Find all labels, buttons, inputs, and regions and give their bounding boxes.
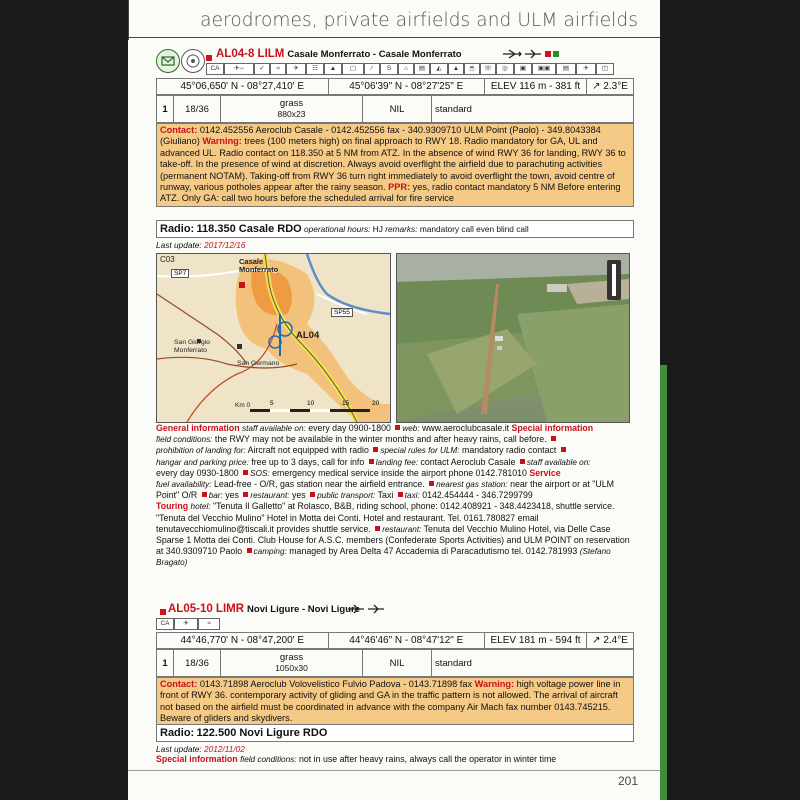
chart-disc-icon [181, 49, 205, 73]
runway-direction: 18/36 [174, 650, 221, 677]
wrench-icon: ⁄ [364, 63, 380, 75]
map-scale-tick: 20 [372, 400, 380, 407]
entry-header [156, 45, 634, 75]
entry-header [156, 603, 634, 629]
helicopter-icon: ☷ [306, 63, 324, 75]
bed-icon: ▤ [414, 63, 430, 75]
runway-number: 1 [157, 96, 174, 123]
coord-decimal: 45°06,650' N - 08°27,410' E [157, 79, 329, 95]
page-number: 201 [617, 774, 638, 788]
runway-direction: 18/36 [174, 96, 221, 123]
traffic-pattern: standard [432, 650, 634, 677]
coord-decimal: 44°46,770' N - 08°47,200' E [157, 633, 329, 649]
restroom-icon: ◫ [596, 63, 614, 75]
runway-table [156, 649, 634, 677]
glider-icon: ≈ [198, 618, 220, 630]
map-town-label: Casale Monferrato [239, 257, 279, 274]
runway-table [156, 95, 634, 123]
s-sign-icon: S [380, 63, 398, 75]
tent-icon: ▲ [448, 63, 464, 75]
house-icon: ⌂ [398, 63, 414, 75]
car-icon: ▢ [342, 63, 364, 75]
envelope-icon [156, 49, 180, 73]
last-update: Last update: 2012/11/02 [156, 744, 245, 754]
map-graphic [157, 254, 390, 422]
elevation: ELEV 181 m - 594 ft [485, 633, 587, 649]
page-header-title: aerodromes, private airfields and ULM airfields [200, 10, 638, 31]
book-page [128, 0, 660, 800]
map-chart-id: C03 [160, 255, 175, 264]
ca-icon: CA [156, 618, 174, 630]
phone-icon: ☏ [480, 63, 496, 75]
aircraft-type-icons [346, 603, 386, 618]
road-sp55-label: SP55 [331, 308, 353, 317]
runway-lights: NIL [363, 650, 432, 677]
facility-icon-row [156, 618, 220, 629]
entry-name: Casale Monferrato - Casale Monferrato [287, 49, 462, 60]
runway-number: 1 [157, 650, 174, 677]
parachute-icon: ▲ [324, 63, 342, 75]
contact-block: Contact: 0143.71898 Aeroclub Volovelistico Fulvio Padova - 0143.71898 fax Warning: high voltage power line in front of RWY 36. contemporary activity of gliding and GA in the traffic pattern is not allowed. The arrival of aircraft not based on the airfield must be coordinated in advance with the company Air Mach fax number 0143.745215. Beware of gliders and skydivers. [156, 677, 634, 727]
footer-divider [128, 770, 660, 771]
aerial-photo [396, 253, 630, 423]
entry-code: AL04-8 LILM Casale Monferrato - Casale Monferrato [216, 48, 462, 60]
special-information: Special information field conditions: not in use after heavy rains, always call the operator in winter time [156, 754, 557, 764]
variation-arrow-icon: ↗ [592, 635, 601, 646]
radio-block: Radio: 122.500 Novi Ligure RDO [156, 724, 634, 742]
jet-icon: ✈ [576, 63, 596, 75]
coordinates-table [156, 632, 634, 649]
traffic-pattern: standard [432, 96, 634, 123]
runway-lights: NIL [363, 96, 432, 123]
elevation: ELEV 116 m - 381 ft [485, 79, 587, 95]
marker-icon [206, 55, 212, 61]
facility-icon-row [206, 63, 614, 74]
globe-icon: ◎ [496, 63, 514, 75]
map-san-germano-label: San Germano [237, 360, 280, 367]
page-header [128, 0, 660, 40]
road-sp7-label: SP7 [171, 269, 189, 278]
compass-icon [607, 260, 621, 300]
plane-icon: ✈─ [224, 63, 254, 75]
general-information: General information staff available on: every day 0900-1800 web: www.aeroclubcasale.it Special information field conditions: the RWY may not be available in the winter months and after heavy rains, call before. prohibition of landing for: Aircraft not equipped with radio special rules for ULM: mandatory radio contact hangar and parking price: free up to 3 days, call for info landing fee: contact Aeroclub Casale staff available on: every day 0930-1800 SOS: emergency medical service inside the airport phone 0142.781010 Service fuel availability: Lead-free - O/R, gas station near the airfield entrance. nearest gas station: near the airport or at "ULM Point" O/R bar: yes restaurant: yes public transport: Taxi taxi: 0142.454444 - 346.7299799 Touring hotel: "Tenuta Il Galletto" at Rolasco, B&B, riding school, phone: 0142.408921 - 348.4423418, shuttle service. "Tenuta del Vecchio Mulino" Hotel in Motta dei Conti. Hotel and restaurant. Tel. 0161.780827 email tenutavecchiomulino@tiscali.it provides shuttle service. restaurant: Tenuta del Vecchio Mulino Hotel, via Delle Case Sparse 1 Motta dei Conti. Club House for A.S.C. members (Confederate Sports Activities) and ULM POINT on reservation at 340.9309710 Paolo camping: managed by Area Delta 47 Accademia di Paracadutismo tel. 0142.781993 (Stefano Bragato) [156, 423, 630, 568]
train-icon: ▤ [556, 63, 576, 75]
map-airfield-label: AL04 [296, 330, 320, 341]
magnetic-variation: ↗ 2.4°E [587, 633, 634, 649]
ca-icon: CA [206, 63, 224, 75]
map-scale-label: Km 0 [235, 402, 251, 409]
glider-icon: ≈ [270, 63, 286, 75]
ulm-icon: ✓ [254, 63, 270, 75]
radio-frequency: 118.350 Casale RDO [196, 223, 302, 235]
map-scale-tick: 10 [307, 400, 315, 407]
fuel-icon: ◭ [430, 63, 448, 75]
cup-icon: ☕ [464, 63, 480, 75]
runway-surface: grass 1050x30 [221, 650, 363, 677]
coordinates-table [156, 78, 634, 95]
aircraft-type-icons [501, 48, 561, 63]
map-scale-tick: 15 [342, 400, 350, 407]
map-san-giorgio-label: San Giorgio Monferrato [174, 339, 210, 354]
contact-block: Contact: 0142.452556 Aeroclub Casale - 0142.452556 fax - 340.9309710 ULM Point (Paolo) - 349.8043384 (Giuliano) Warning: trees (100 meters high) on final approach to RWY 18. Radio mandatory for GA, UL and advanced UL. Radio contact on 118.350 at 5 NM from ATZ. In the absence of wind RWY 36 for landing, RWY 36 to take-off. In the presence of wind at discretion. Always avoid overflight the airfield due to parachuting activities (permanent NOTAM). Taking-off from RWY 36 turn right immediately to avoid overflight the town, avoid centre of runway, various potholes appear after the rainy season. PPR: yes, radio contact mandatory 5 NM Before entering ATZ. Only GA: call two hours before the scheduled arrival for fire service [156, 123, 634, 207]
camera-icon: ▣ [514, 63, 532, 75]
magnetic-variation: ↗ 2.3°E [587, 79, 634, 95]
last-update: Last update: 2017/12/16 [156, 240, 246, 250]
tow-icon: ✈ [286, 63, 306, 75]
radio-block: Radio: 118.350 Casale RDO operational hours: HJ remarks: mandatory call even blind call [156, 220, 634, 238]
radio-frequency: 122.500 Novi Ligure RDO [196, 727, 328, 739]
marker-icon [160, 609, 166, 615]
variation-arrow-icon: ↗ [592, 81, 601, 92]
area-map [156, 253, 391, 423]
runway-surface: grass 880x23 [221, 96, 363, 123]
bus-icon: ▣▣ [532, 63, 556, 75]
entry-code: AL05-10 LIMR Novi Ligure - Novi Ligure [168, 603, 360, 615]
coord-dms: 45°06'39" N - 08°27'25" E [328, 79, 485, 95]
coord-dms: 44°46'46" N - 08°47'12" E [328, 633, 485, 649]
entry-name: Novi Ligure - Novi Ligure [247, 604, 360, 615]
plane-icon: ✈ [174, 618, 198, 630]
map-scale-tick: 5 [270, 400, 274, 407]
